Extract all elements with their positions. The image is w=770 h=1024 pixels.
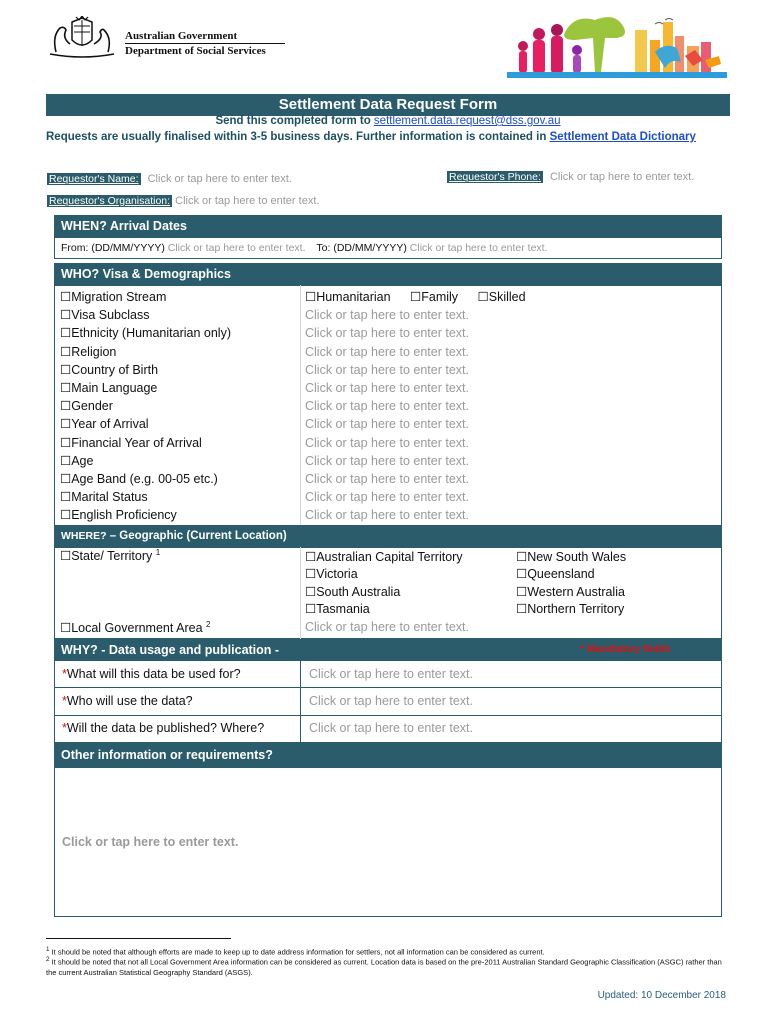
publish-question-text: Will the data be published? Where?: [66, 721, 265, 735]
usage-question: [55, 661, 301, 687]
stream-options: [305, 288, 526, 306]
checkbox-english-proficiency[interactable]: ☐English Proficiency: [60, 508, 177, 523]
usage-answer-field[interactable]: Click or tap here to enter text.: [309, 667, 473, 681]
who-detail-list: [305, 288, 526, 525]
who-column-divider: [300, 285, 301, 526]
checkbox-year-of-arrival[interactable]: ☐Year of Arrival: [60, 417, 149, 432]
to-label: To: (DD/MM/YYYY): [316, 242, 407, 254]
other-textarea[interactable]: [54, 767, 722, 917]
states-right-list: [516, 549, 626, 618]
requestor-org-row: [47, 195, 319, 207]
gender-field[interactable]: Click or tap here to enter text.: [305, 399, 469, 414]
usage-row: [54, 660, 722, 688]
checkbox-humanitarian[interactable]: ☐Humanitarian: [305, 290, 391, 304]
country-of-birth-field[interactable]: Click or tap here to enter text.: [305, 362, 469, 377]
why-title: WHY? - Data usage and publication -: [61, 643, 280, 657]
publish-question: [55, 716, 301, 742]
requestor-phone-label: Requestor's Phone:: [449, 171, 541, 183]
states-left-list: [305, 549, 463, 618]
who-header: WHO? Visa & Demographics: [54, 263, 722, 285]
org-line-2: Department of Social Services: [125, 45, 266, 57]
checkbox-act[interactable]: ☐Australian Capital Territory: [305, 550, 463, 564]
from-label: From: (DD/MM/YYYY): [61, 242, 165, 254]
checkbox-northern-territory[interactable]: ☐Northern Territory: [516, 601, 625, 616]
checkbox-age-band[interactable]: ☐Age Band (e.g. 00-05 etc.): [60, 472, 218, 487]
dictionary-link[interactable]: Settlement Data Dictionary: [549, 131, 696, 143]
checkbox-victoria[interactable]: ☐Victoria: [305, 567, 358, 582]
ethnicity-field[interactable]: Click or tap here to enter text.: [305, 326, 469, 341]
requests-text: Requests are usually finalised within 3-5 business days. Further information is contained in: [46, 131, 547, 143]
where-title: – Geographic (Current Location): [106, 530, 287, 542]
required-star: *: [62, 721, 67, 735]
checkbox-lga[interactable]: ☐Local Government Area: [60, 621, 203, 636]
checkbox-country-of-birth[interactable]: ☐Country of Birth: [60, 362, 159, 377]
visa-subclass-field[interactable]: Click or tap here to enter text.: [305, 308, 469, 323]
footnote-divider: [46, 938, 231, 939]
users-answer-field[interactable]: Click or tap here to enter text.: [309, 694, 473, 708]
users-row: [54, 688, 722, 716]
requests-note: [46, 130, 730, 144]
org-line-1: Australian Government: [125, 30, 238, 42]
when-header: WHEN? Arrival Dates: [54, 215, 722, 237]
requestor-phone-field[interactable]: Click or tap here to enter text.: [549, 171, 695, 183]
mandatory-note: * Mandatory fields: [580, 643, 671, 655]
send-instruction: [46, 115, 730, 127]
who-checkbox-list: [60, 288, 231, 525]
send-prefix: Send this completed form to: [215, 115, 371, 127]
checkbox-marital-status[interactable]: ☐Marital Status: [60, 490, 148, 505]
when-row: [54, 237, 722, 259]
checkbox-south-australia[interactable]: ☐South Australia: [305, 584, 401, 599]
checkbox-tasmania[interactable]: ☐Tasmania: [305, 601, 370, 616]
age-band-field[interactable]: Click or tap here to enter text.: [305, 472, 469, 487]
where-column-divider: [300, 547, 301, 639]
publish-row: [54, 716, 722, 743]
users-question: [55, 688, 301, 715]
family-city-illustration: [505, 12, 730, 80]
checkbox-family[interactable]: ☐Family: [410, 290, 459, 304]
checkbox-main-language[interactable]: ☐Main Language: [60, 381, 158, 396]
requestor-name-field[interactable]: Click or tap here to enter text.: [147, 173, 292, 185]
age-field[interactable]: Click or tap here to enter text.: [305, 453, 469, 468]
footnote-1-number: 1: [46, 946, 50, 953]
checkbox-western-australia[interactable]: ☐Western Australia: [516, 584, 625, 599]
checkbox-skilled[interactable]: ☐Skilled: [477, 290, 526, 304]
users-question-text: Who will use the data?: [66, 694, 193, 708]
other-header: Other information or requirements?: [54, 743, 722, 767]
coat-of-arms-logo: [46, 16, 118, 60]
requestor-name-label: Requestor's Name:: [49, 173, 139, 185]
checkbox-migration-stream[interactable]: ☐Migration Stream: [60, 290, 167, 304]
requestor-name-row: [47, 173, 292, 185]
religion-field[interactable]: Click or tap here to enter text.: [305, 344, 469, 359]
required-star: *: [62, 694, 67, 708]
checkbox-gender[interactable]: ☐Gender: [60, 399, 113, 414]
other-placeholder: Click or tap here to enter text.: [62, 835, 239, 849]
english-proficiency-field[interactable]: Click or tap here to enter text.: [305, 508, 469, 523]
marital-status-field[interactable]: Click or tap here to enter text.: [305, 490, 469, 505]
usage-question-text: What will this data be used for?: [66, 667, 241, 681]
checkbox-financial-year[interactable]: ☐Financial Year of Arrival: [60, 435, 202, 450]
lga-field[interactable]: Click or tap here to enter text.: [305, 620, 469, 634]
footnote-2-text: It should be noted that not all Local Government Area information can be considered as current. Location data is based on the pre-2011 Australian Standard Geographic Classification (ASGC) rather than the current Australian Statistical Geography Standard (ASGS).: [46, 957, 722, 977]
footnote-ref-1: 1: [155, 548, 161, 557]
footnote-2: [46, 955, 730, 978]
year-of-arrival-field[interactable]: Click or tap here to enter text.: [305, 417, 469, 432]
requestor-phone-row: [447, 171, 694, 183]
financial-year-field[interactable]: Click or tap here to enter text.: [305, 435, 469, 450]
checkbox-state-territory[interactable]: ☐State/ Territory: [60, 549, 153, 564]
updated-date: Updated: 10 December 2018: [597, 990, 726, 1001]
main-language-field[interactable]: Click or tap here to enter text.: [305, 381, 469, 396]
requestor-org-label: Requestor's Organisation:: [49, 195, 171, 207]
where-header: [54, 525, 722, 547]
publish-answer-field[interactable]: Click or tap here to enter text.: [309, 721, 473, 735]
footnote-2-number: 2: [46, 956, 50, 963]
where-prefix: WHERE?: [61, 530, 107, 542]
form-title: Settlement Data Request Form: [278, 96, 498, 113]
checkbox-age[interactable]: ☐Age: [60, 453, 94, 468]
org-divider: [125, 43, 285, 44]
lga-row: [60, 620, 210, 635]
checkbox-visa-subclass[interactable]: ☐Visa Subclass: [60, 308, 150, 323]
footnote-1-text: It should be noted that although efforts are made to keep up to date address information for settlers, not all information can be considered as current.: [51, 947, 545, 957]
checkbox-nsw[interactable]: ☐New South Wales: [516, 550, 627, 564]
to-date-field[interactable]: Click or tap here to enter text.: [409, 242, 548, 254]
required-star: *: [62, 667, 67, 681]
requestor-org-field[interactable]: Click or tap here to enter text.: [175, 195, 320, 207]
checkbox-religion[interactable]: ☐Religion: [60, 344, 117, 359]
footnote-ref-2: 2: [206, 620, 211, 629]
from-date-field[interactable]: Click or tap here to enter text.: [167, 242, 306, 254]
send-email-link[interactable]: settlement.data.request@dss.gov.au: [373, 115, 561, 127]
checkbox-ethnicity[interactable]: ☐Ethnicity (Humanitarian only): [60, 326, 231, 341]
checkbox-queensland[interactable]: ☐Queensland: [516, 567, 595, 582]
state-territory-row: [60, 548, 160, 563]
